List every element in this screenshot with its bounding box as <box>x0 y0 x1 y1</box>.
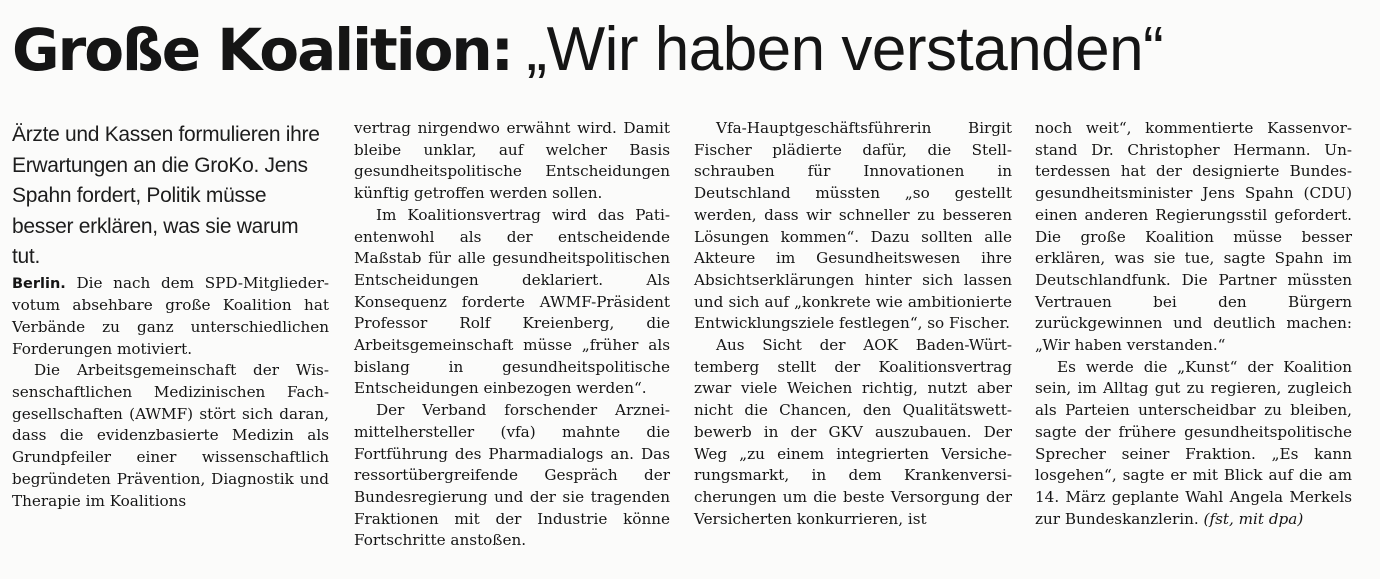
paragraph-text: Es werde die „Kunst“ der Koalition sein, im Alltag gut zu regieren, zugleich als Parteien unterscheidbar zu bleiben, sagte der frühere gesundheitspolitische Sprecher seiner Fraktion. „Es kann losgehen“, sagte er mit Blick auf die am 14. März geplante Wahl Angela Merkels zur Bundeskanzlerin. <box>1035 357 1352 528</box>
headline-kicker: Große Koalition: <box>12 16 512 84</box>
paragraph-text: Die nach dem SPD-Mitgliedervotum absehbare große Koalition hat Verbände zu ganz unterschiedlichen Forderungen motiviert. <box>12 273 329 358</box>
article-paragraph: Im Koalitionsvertrag wird das Patientenwohl als der entscheidende Maßstab für alle gesundheitspolitischen Entscheidungen deklariert. Als Konsequenz forderte AWMF-Präsident Professor Rolf Kreienberg, die Arbeitsgemeinschaft müsse „früher als bislang in gesundheitspolitische Entscheidungen einbezogen werden“. <box>354 205 670 398</box>
article-column-4 <box>1035 118 1352 530</box>
article-column-3 <box>694 118 1012 530</box>
article-paragraph <box>1035 357 1352 531</box>
headline <box>12 14 1163 86</box>
article-column-2 <box>354 118 670 552</box>
dateline: Berlin. <box>12 275 66 292</box>
article-paragraph: Vfa-Hauptgeschäftsführerin Birgit Fischer plädierte dafür, die Stellschrauben für Innovationen in Deutschland müssten „so gestellt werden, dass wir schneller zu besseren Lösungen kommen“. Dazu sollten alle Akteure im Gesundheitswesen ihre Absichtserklärungen hinter sich lassen und sich auf „konkrete wie ambitionierte Entwicklungsziele festlegen“, so Fischer. <box>694 119 1012 333</box>
article-paragraph: Der Verband forschender Arzneimittelhersteller (vfa) mahnte die Fortführung des Pharmadialogs an. Das ressortübergreifende Gespräch der Bundesregierung und der sie tragenden Fraktionen mit der Industrie könne Fortschritte anstoßen. <box>354 401 670 550</box>
article-paragraph: Die Arbeitsgemeinschaft der Wissenschaftlichen Medizinischen Fachgesellschaften (AWMF) stört sich daran, dass die evidenzbasierte Medizin als Grundpfeiler einer wissenschaftlich begründeten Prävention, Diagnostik und Therapie im Koalitions <box>12 361 329 510</box>
article-paragraph: vertrag nirgendwo erwähnt wird. Damit bleibe unklar, auf welcher Basis gesundheitspolitische Entscheidungen künftig getroffen werden sollen. <box>354 119 670 203</box>
article-paragraph: Aus Sicht der AOK Baden-Württemberg stellt der Koalitionsvertrag zwar viele Weichen richtig, nutzt aber nicht die Chancen, den Qualitätswettbewerb in der GKV auszubauen. Der Weg „zu einem integrierten Versicherungsmarkt, in dem Krankenversicherungen um die beste Versorgung der Versicherten konkurrieren, ist <box>694 336 1012 528</box>
article-column-1 <box>12 120 329 512</box>
headline-quote: „Wir haben verstanden“ <box>526 15 1164 84</box>
article-lead: Ärzte und Kassen formulieren ihre Erwartungen an die GroKo. Jens Spahn fordert, Politik müsse besser erklären, was sie warum tut. <box>12 123 320 268</box>
author-credit: (fst, mit dpa) <box>1203 509 1304 528</box>
article-paragraph: noch weit“, kommentierte Kassenvorstand Dr. Christopher Hermann. Unterdessen hat der designierte Bundesgesundheitsminister Jens Spahn (CDU) einen anderen Regierungsstil gefordert. Die große Koalition müsse besser erklären, was sie tue, sagte Spahn im Deutschlandfunk. Die Partner müssten Vertrauen bei den Bürgern zurückgewinnen und deutlich machen: „Wir haben verstanden.“ <box>1035 119 1352 355</box>
article-paragraph <box>12 273 329 361</box>
